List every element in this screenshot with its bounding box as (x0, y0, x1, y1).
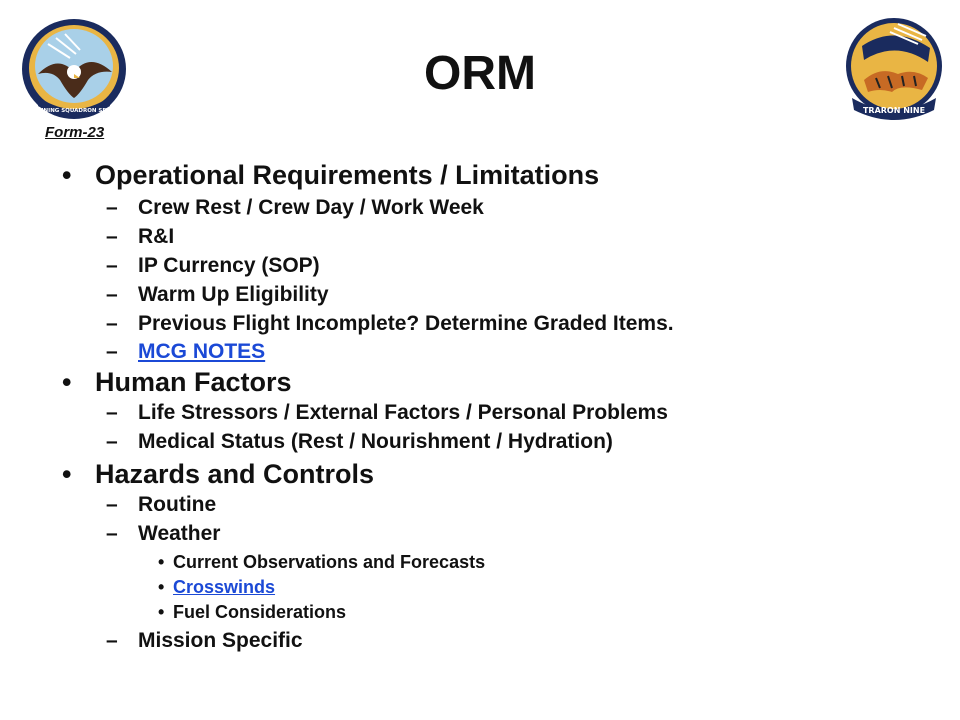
list-item-text: IP Currency (SOP) (138, 254, 320, 277)
bullet-dot: • (62, 367, 72, 397)
dash-marker: – (106, 196, 118, 219)
list-item-text: Mission Specific (138, 629, 303, 652)
dash-marker: – (106, 340, 118, 363)
dash-marker: – (106, 254, 118, 277)
dash-marker: – (106, 225, 118, 248)
right-patch-text: TRARON NINE (862, 106, 926, 115)
list-item-text: R&I (138, 225, 175, 248)
bullet-dot: • (62, 160, 72, 190)
list-item-text: Weather (138, 522, 221, 545)
list-item-text: Routine (138, 493, 217, 516)
dash-marker: – (106, 401, 118, 424)
dash-marker: – (106, 312, 118, 335)
dash-marker: – (106, 522, 118, 545)
form-label: Form-23 (45, 124, 105, 141)
section-heading-text: Operational Requirements / Limitations (95, 160, 600, 190)
bullet-dot: • (62, 459, 72, 489)
dash-marker: – (106, 629, 118, 652)
list-item-text: Medical Status (Rest / Nourishment / Hydration) (138, 430, 613, 453)
dash-marker: – (106, 283, 118, 306)
dash-marker: – (106, 493, 118, 516)
sub-list-item-text: Current Observations and Forecasts (173, 552, 486, 572)
crosswinds-link[interactable]: Crosswinds (173, 577, 276, 597)
dash-marker: – (106, 430, 118, 453)
sub-list-item-text: Fuel Considerations (173, 602, 347, 622)
list-item-text: Crew Rest / Crew Day / Work Week (138, 196, 484, 219)
left-patch-text: TRAINING SQUADRON SEVEN (29, 108, 119, 114)
list-item-text: Warm Up Eligibility (138, 283, 329, 306)
slide-title: ORM (424, 47, 536, 100)
bullet-dot: • (158, 602, 165, 622)
section-heading-text: Hazards and Controls (95, 459, 375, 489)
list-item-text: Previous Flight Incomplete? Determine Graded Items. (138, 312, 674, 335)
mcg-notes-link[interactable]: MCG NOTES (138, 340, 266, 363)
section-heading-text: Human Factors (95, 367, 292, 397)
bullet-dot: • (158, 577, 165, 597)
bullet-dot: • (158, 552, 165, 572)
list-item-text: Life Stressors / External Factors / Personal Problems (138, 401, 668, 424)
